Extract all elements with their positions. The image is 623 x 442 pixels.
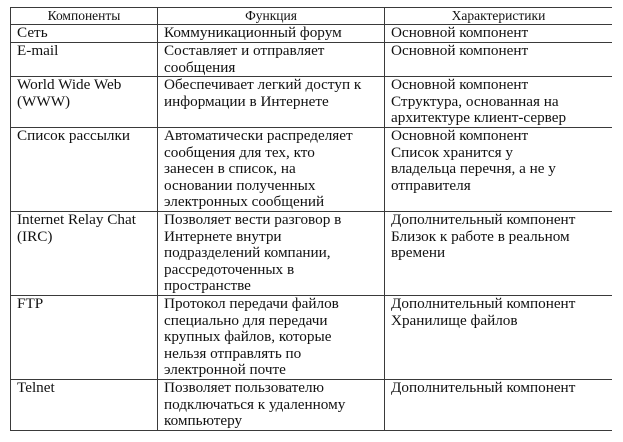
header-function: Функция xyxy=(158,8,385,25)
table-row-ftp xyxy=(11,295,613,379)
cell-line: основании полученных xyxy=(164,176,316,194)
table-row-network xyxy=(11,25,613,43)
table-row-email xyxy=(11,43,613,77)
cell-line: Составляет и отправляет xyxy=(164,42,325,59)
cell-component xyxy=(11,25,158,43)
cell-line: владельца перечня, а не у xyxy=(391,160,556,178)
cell-line: Хранилище файлов xyxy=(391,311,518,329)
table-row-telnet xyxy=(11,379,613,430)
cell-line: подключаться к удаленному xyxy=(164,395,346,413)
cell-line: занесен в список, на xyxy=(164,160,296,178)
cell-line: Дополнительный компонент xyxy=(391,210,576,228)
cell-function xyxy=(158,25,385,43)
cell-line: Internet Relay Chat xyxy=(17,210,136,228)
cell-line: электронной почте xyxy=(164,361,286,379)
cell-line: крупных файлов, которые xyxy=(164,328,332,346)
cell-line: отправителя xyxy=(391,176,471,194)
header-row xyxy=(11,8,613,25)
cell-line: специально для передачи xyxy=(164,311,328,329)
cell-component xyxy=(11,127,158,211)
cell-line: Дополнительный компонент xyxy=(391,294,576,312)
table-row-irc xyxy=(11,211,613,295)
cell-line: Список рассылки xyxy=(17,126,131,144)
cell-line: нельзя отправлять по xyxy=(164,344,302,362)
cell-component xyxy=(11,295,158,379)
cell-line: Обеспечивает легкий доступ к xyxy=(164,76,362,94)
cell-characteristics xyxy=(385,295,613,379)
table-row-mailing-list xyxy=(11,127,613,211)
cell-characteristics xyxy=(385,127,613,211)
table-row-www xyxy=(11,77,613,128)
cell-component xyxy=(11,379,158,430)
cell-line: времени xyxy=(391,244,446,262)
cell-line: E-mail xyxy=(17,42,59,59)
cell-component xyxy=(11,43,158,77)
document-page xyxy=(10,7,612,435)
cell-characteristics xyxy=(385,77,613,128)
cell-line: Дополнительный компонент xyxy=(391,378,576,396)
cell-characteristics xyxy=(385,379,613,430)
cell-function xyxy=(158,43,385,77)
header-characteristics: Характеристики xyxy=(385,8,613,25)
cell-line: Основной компонент xyxy=(391,126,529,144)
header-components: Компоненты xyxy=(11,8,158,25)
cell-line: Позволяет пользователю xyxy=(164,378,324,396)
cell-line: Основной компонент xyxy=(391,24,529,41)
cell-line: (IRC) xyxy=(17,227,53,245)
cell-characteristics xyxy=(385,211,613,295)
cell-line: пространстве xyxy=(164,277,251,295)
cell-function xyxy=(158,211,385,295)
cell-line: FTP xyxy=(17,294,44,312)
cell-function xyxy=(158,77,385,128)
cell-function xyxy=(158,295,385,379)
cell-line: Структура, основанная на xyxy=(391,92,559,110)
cell-line: Близок к работе в реальном xyxy=(391,227,570,245)
internet-components-table xyxy=(10,7,612,431)
cell-line: подразделений компании, xyxy=(164,244,331,262)
cell-line: Протокол передачи файлов xyxy=(164,294,339,312)
cell-line: рассредоточенных в xyxy=(164,260,295,278)
cell-line: Автоматически распределяет xyxy=(164,126,353,144)
cell-function xyxy=(158,127,385,211)
cell-line: Основной компонент xyxy=(391,42,529,59)
cell-line: электронных сообщений xyxy=(164,193,325,211)
cell-line: архитектуре клиент-сервер xyxy=(391,109,567,127)
cell-line: сообщения xyxy=(164,58,236,76)
cell-line: Сеть xyxy=(17,24,48,41)
cell-line: информации в Интернете xyxy=(164,92,329,110)
cell-line: сообщения для тех, кто xyxy=(164,143,315,161)
cell-characteristics xyxy=(385,25,613,43)
cell-component xyxy=(11,211,158,295)
cell-component xyxy=(11,77,158,128)
cell-line: Интернете внутри xyxy=(164,227,282,245)
cell-function xyxy=(158,379,385,430)
cell-line: Список хранится у xyxy=(391,143,514,161)
cell-line: Основной компонент xyxy=(391,76,529,94)
cell-line: Позволяет вести разговор в xyxy=(164,210,342,228)
cell-line: (WWW) xyxy=(17,92,71,110)
cell-characteristics xyxy=(385,43,613,77)
cell-line: компьютеру xyxy=(164,412,243,430)
cell-line: Telnet xyxy=(17,378,55,396)
cell-line: Коммуникационный форум xyxy=(164,24,342,41)
cell-line: World Wide Web xyxy=(17,76,122,94)
